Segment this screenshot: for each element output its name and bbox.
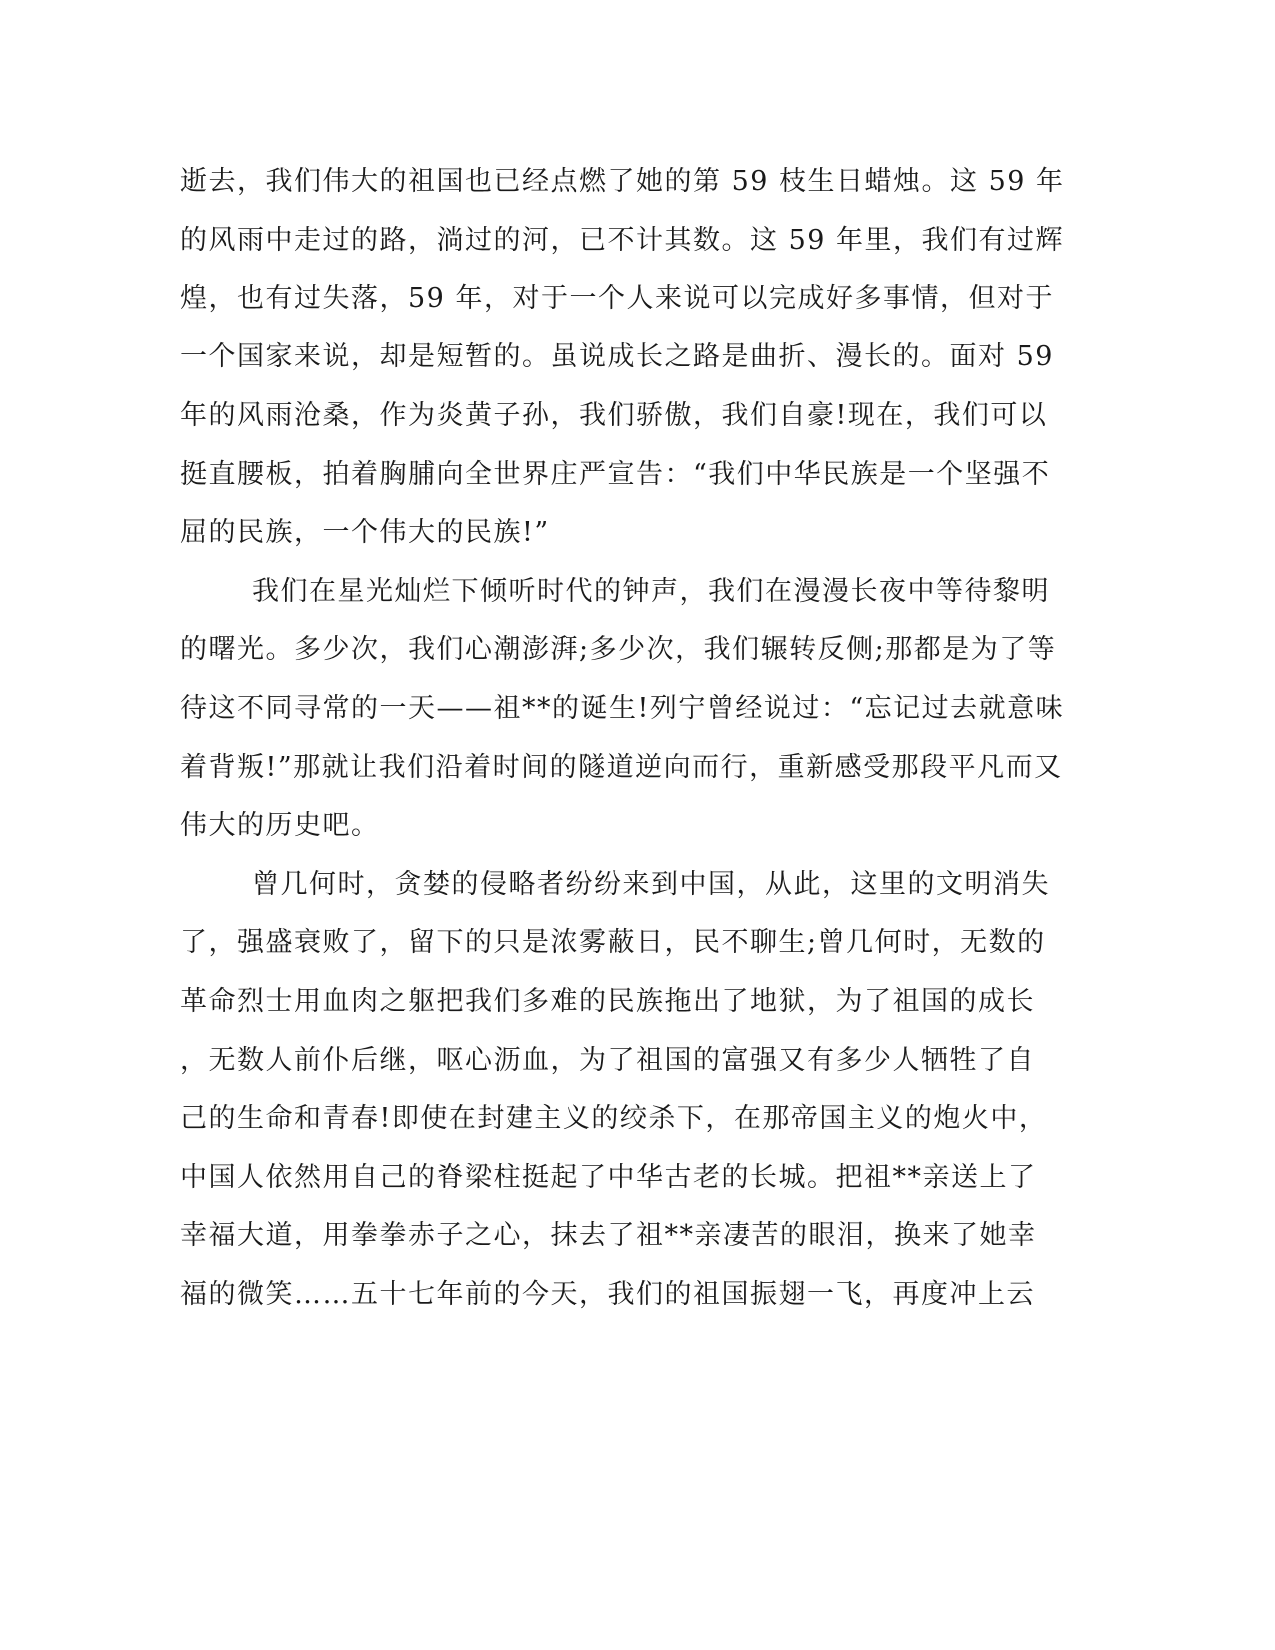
text-line: 待这不同寻常的一天——祖**的诞生!列宁曾经说过：“忘记过去就意味 — [180, 693, 1065, 724]
text-line: 伟大的历史吧。 — [180, 810, 380, 841]
text-line: 中国人依然用自己的脊梁柱挺起了中华古老的长城。把祖**亲送上了 — [180, 1162, 1037, 1193]
text-line: 革命烈士用血肉之躯把我们多难的民族拖出了地狱，为了祖国的成长 — [180, 986, 1035, 1017]
text-line: 的风雨中走过的路，淌过的河，已不计其数。这 59 年里，我们有过辉 — [180, 225, 1065, 256]
text-line: 煌，也有过失落，59 年，对于一个人来说可以完成好多事情，但对于 — [180, 283, 1054, 314]
text-line: 了，强盛衰败了，留下的只是浓雾蔽日，民不聊生;曾几何时，无数的 — [180, 927, 1046, 958]
text-line: 着背叛!”那就让我们沿着时间的隧道逆向而行，重新感受那段平凡而又 — [180, 752, 1063, 783]
text-line: 逝去，我们伟大的祖国也已经点燃了她的第 59 枝生日蜡烛。这 59 年 — [180, 166, 1065, 197]
text-line: ，无数人前仆后继，呕心沥血，为了祖国的富强又有多少人牺牲了自 — [180, 1045, 1035, 1076]
text-line: 年的风雨沧桑，作为炎黄子孙，我们骄傲，我们自豪!现在，我们可以 — [180, 400, 1048, 431]
text-line: 的曙光。多少次，我们心潮澎湃;多少次，我们辗转反侧;那都是为了等 — [180, 634, 1057, 665]
text-line: 屈的民族，一个伟大的民族!” — [180, 517, 550, 548]
text-line: 一个国家来说，却是短暂的。虽说成长之路是曲折、漫长的。面对 59 — [180, 341, 1054, 372]
text-line: 幸福大道，用拳拳赤子之心，抹去了祖**亲凄苦的眼泪，换来了她幸 — [180, 1220, 1037, 1251]
text-line: 己的生命和青春!即使在封建主义的绞杀下，在那帝国主义的炮火中， — [180, 1103, 1048, 1134]
text-line: 福的微笑……五十七年前的今天，我们的祖国振翅一飞，再度冲上云 — [180, 1279, 1035, 1310]
text-line: 曾几何时，贪婪的侵略者纷纷来到中国，从此，这里的文明消失 — [252, 869, 1050, 900]
text-line: 挺直腰板，拍着胸脯向全世界庄严宣告：“我们中华民族是一个坚强不 — [180, 459, 1051, 490]
text-line: 我们在星光灿烂下倾听时代的钟声，我们在漫漫长夜中等待黎明 — [252, 576, 1050, 607]
